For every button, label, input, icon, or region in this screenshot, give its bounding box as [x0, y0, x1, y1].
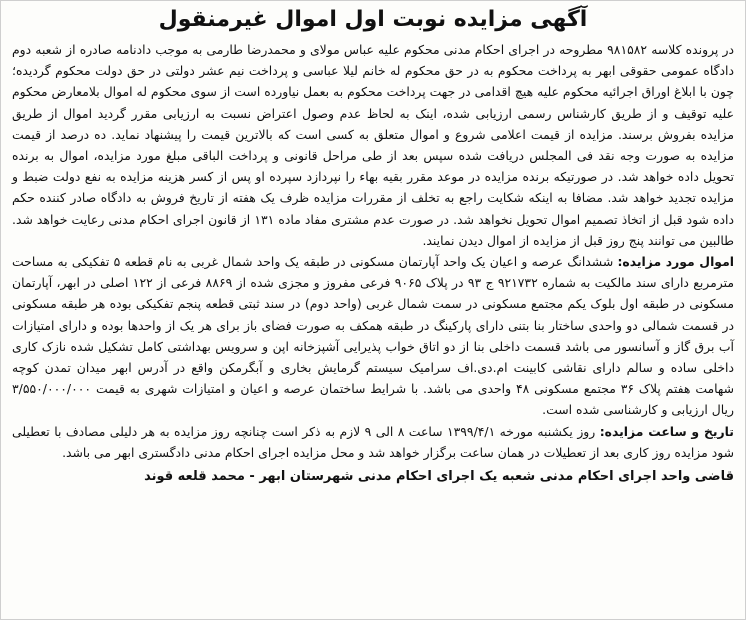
- date-label: تاریخ و ساعت مزایده:: [599, 423, 734, 439]
- signature-line: قاضی واحد اجرای احکام مدنی شعبه یک اجرای احکام مدنی شهرستان ابهر - محمد قلعه قوند: [144, 469, 734, 485]
- property-text: ششدانگ عرصه و اعیان یک واحد آپارتمان مسکونی در طبقه یک واحد شمال غربی به نام قطعه ۵ تفکیکی به مساحت مترمربع دارای سند مالکیت به شماره ۹۲۱۷۳۲ ج ۹۳ در پلاک ۹۰۶۵ فرعی مفروز و مجزی شده از ۸۸۶۹ فرعی از ۱۲۲ اصلی در ابهر، آپارتمان مسکونی در طبقه اول بلوک یکم مجتمع مسکونی در سمت شمال غربی (واحد دوم) در سند ثبتی قطعه پنجم تفکیکی بوده هر طبقه مسکونی در قسمت شمالی دو واحدی ساختار بنا بتنی دارای پارکینگ در طبقه همکف به صورت فضای باز برای هر یک از واحدها بوده و دارای امتیازات آب برق گاز و آسانسور می باشد قسمت داخلی بنا از دو اتاق خواب پذیرایی آشپزخانه اپن و سرویس بهداشتی کامل تشکیل شده نازک کاری داخلی ساده و سالم دارای نقاشی کابینت ام.دی.اف سرامیک سیستم گرمایش بخاری و آبگرمکن واقع در آدرس ابهر میدان تمدن کوچه شهامت هفتم پلاک ۳۶ مجتمع مسکونی ۴۸ واحدی می باشد. با شرایط ساختمان عرصه و اعیان و امتیازات شهری به قیمت ۳/۵۵۰/۰۰۰/۰۰۰ ریال ارزیابی و کارشناسی شده است.: [12, 254, 734, 418]
- notice-body: [1, 35, 745, 488]
- intro-paragraph: در پرونده کلاسه ۹۸۱۵۸۲ مطروحه در اجرای احکام مدنی محکوم علیه عباس مولای و محمدرضا طارمی به موجب دادنامه صادره از شعبه دوم دادگاه عمومی حقوقی ابهر به پرداخت محکوم به در حق محکوم له خانم لیلا عباسی و پرداخت نیم عشر دولتی در حق دولت محکوم گردیده؛ چون با ابلاغ اوراق اجرائیه محکوم علیه هیچ اقدامی در جهت پرداخت محکوم به بعمل نیاورده است از سوی محکوم له اموال بلامعارض محکوم علیه توقیف و از طریق کارشناس رسمی ارزیابی شده، اینک به لحاظ عدم وصول اعتراض نسبت به ارزیابی مقرر گردید اموال از طریق مزایده بفروش برسند. مزایده از قیمت اعلامی شروع و اموال متعلق به کسی است که بالاترین قیمت را پیشنهاد نماید. ده درصد از قیمت مزایده به صورت وجه نقد فی المجلس دریافت شده سپس بعد از طی مراحل قانونی و پرداخت الباقی مبلغ مورد مزایده، اموال به برنده تحویل داده خواهد شد. در صورتیکه برنده مزایده در موعد مقرر بقیه بهاء را نپردازد سپرده او پس از کسر هزینه مزایده به نفع دولت ضبط و مزایده تجدید خواهد شد. مضافا به اینکه شکایت راجع به تخلف از مقررات مزایده ظرف یک هفته از تاریخ فروش به دادگاه صادر کننده حکم داده شود قبل از اتخاذ تصمیم اموال تحویل نخواهد شد. در صورت عدم مشتری مفاد ماده ۱۳۱ از قانون اجرای احکام مدنی رعایت خواهد شد. طالبین می توانند پنج روز قبل از مزایده از اموال دیدن نمایند.: [12, 42, 734, 248]
- date-paragraph: [12, 421, 734, 463]
- property-label: اموال مورد مزایده:: [617, 254, 734, 270]
- notice-title: آگهی مزایده نوبت اول اموال غیرمنقول: [158, 7, 588, 32]
- date-text: روز یکشنبه مورخه ۱۳۹۹/۴/۱ ساعت ۸ الی ۹ لازم به ذکر است چنانچه روز مزایده به هر دلیلی مصادف با تعطیلی شود مزایده روز کاری بعد از تعطیلات در همان ساعت برگزار خواهد شد و محل مزایده اجرای احکام مدنی دادگستری ابهر می باشد.: [12, 423, 734, 460]
- property-paragraph: [12, 251, 734, 421]
